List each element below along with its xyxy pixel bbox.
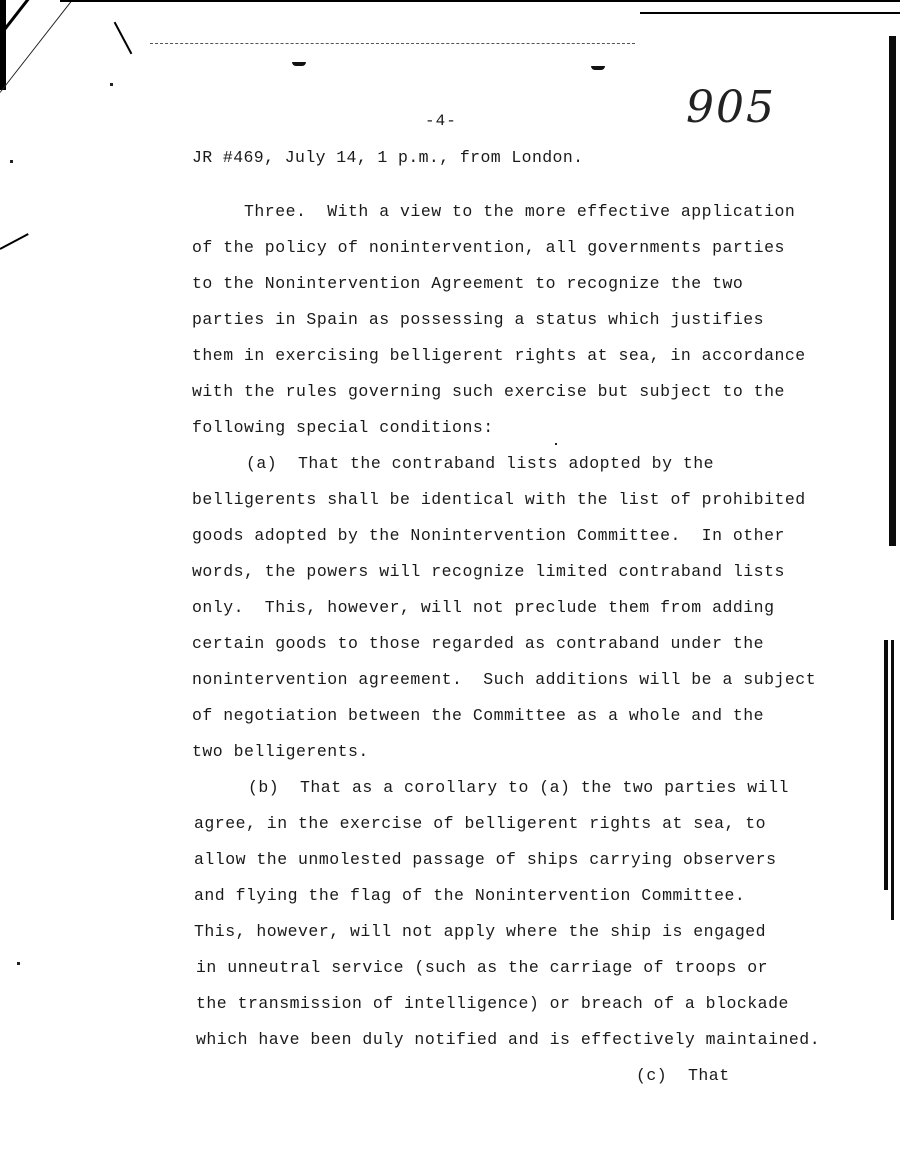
- punch-mark: [591, 66, 605, 70]
- text-line: words, the powers will recognize limited contraband lists: [192, 562, 785, 581]
- text-line: nonintervention agreement. Such additions will be a subject: [192, 670, 817, 689]
- text-line: (a) That the contraband lists adopted by the: [246, 454, 715, 473]
- scan-edge-mark: [640, 12, 900, 14]
- scan-speck: [17, 962, 20, 965]
- text-line: following special conditions:: [192, 418, 494, 437]
- text-line: (c) That: [636, 1066, 730, 1085]
- text-line: allow the unmolested passage of ships carrying observers: [194, 850, 777, 869]
- handwritten-page-number: 905: [686, 82, 776, 133]
- scan-edge-mark: [60, 0, 900, 2]
- scan-edge-mark: [0, 0, 70, 46]
- text-line: Three. With a view to the more effective application: [244, 202, 796, 221]
- text-line: which have been duly notified and is effectively maintained.: [196, 1030, 821, 1049]
- text-line: This, however, will not apply where the ship is engaged: [194, 922, 767, 941]
- text-line: only. This, however, will not preclude them from adding: [192, 598, 775, 617]
- scan-speck: [110, 83, 113, 86]
- text-line: of the policy of nonintervention, all governments parties: [192, 238, 785, 257]
- scan-edge-mark: [0, 0, 74, 93]
- text-line: agree, in the exercise of belligerent rights at sea, to: [194, 814, 767, 833]
- text-line: and flying the flag of the Nonintervention Committee.: [194, 886, 746, 905]
- text-line: goods adopted by the Nonintervention Committee. In other: [192, 526, 785, 545]
- scan-edge-mark: [114, 22, 133, 55]
- scan-edge-border: [884, 640, 888, 890]
- text-line: belligerents shall be identical with the list of prohibited: [192, 490, 806, 509]
- text-line: the transmission of intelligence) or breach of a blockade: [196, 994, 789, 1013]
- text-line: two belligerents.: [192, 742, 369, 761]
- scan-edge-mark: [0, 233, 29, 250]
- text-line: certain goods to those regarded as contraband under the: [192, 634, 765, 653]
- scan-speck: [10, 160, 13, 163]
- text-line: of negotiation between the Committee as a whole and the: [192, 706, 765, 725]
- scan-speck: [555, 443, 557, 445]
- text-line: in unneutral service (such as the carriage of troops or: [196, 958, 769, 977]
- text-line: with the rules governing such exercise but subject to the: [192, 382, 785, 401]
- telegram-header: JR #469, July 14, 1 p.m., from London.: [192, 148, 584, 167]
- text-line: (b) That as a corollary to (a) the two parties will: [248, 778, 789, 797]
- text-line: to the Nonintervention Agreement to recognize the two: [192, 274, 744, 293]
- text-line: parties in Spain as possessing a status which justifies: [192, 310, 765, 329]
- text-line: them in exercising belligerent rights at sea, in accordance: [192, 346, 806, 365]
- scan-dotted-line: [150, 43, 635, 44]
- page-number: -4-: [425, 112, 457, 130]
- scan-edge-mark: [0, 0, 6, 90]
- scan-edge-border: [889, 36, 896, 546]
- scan-edge-border: [891, 640, 894, 920]
- punch-mark: [292, 62, 306, 66]
